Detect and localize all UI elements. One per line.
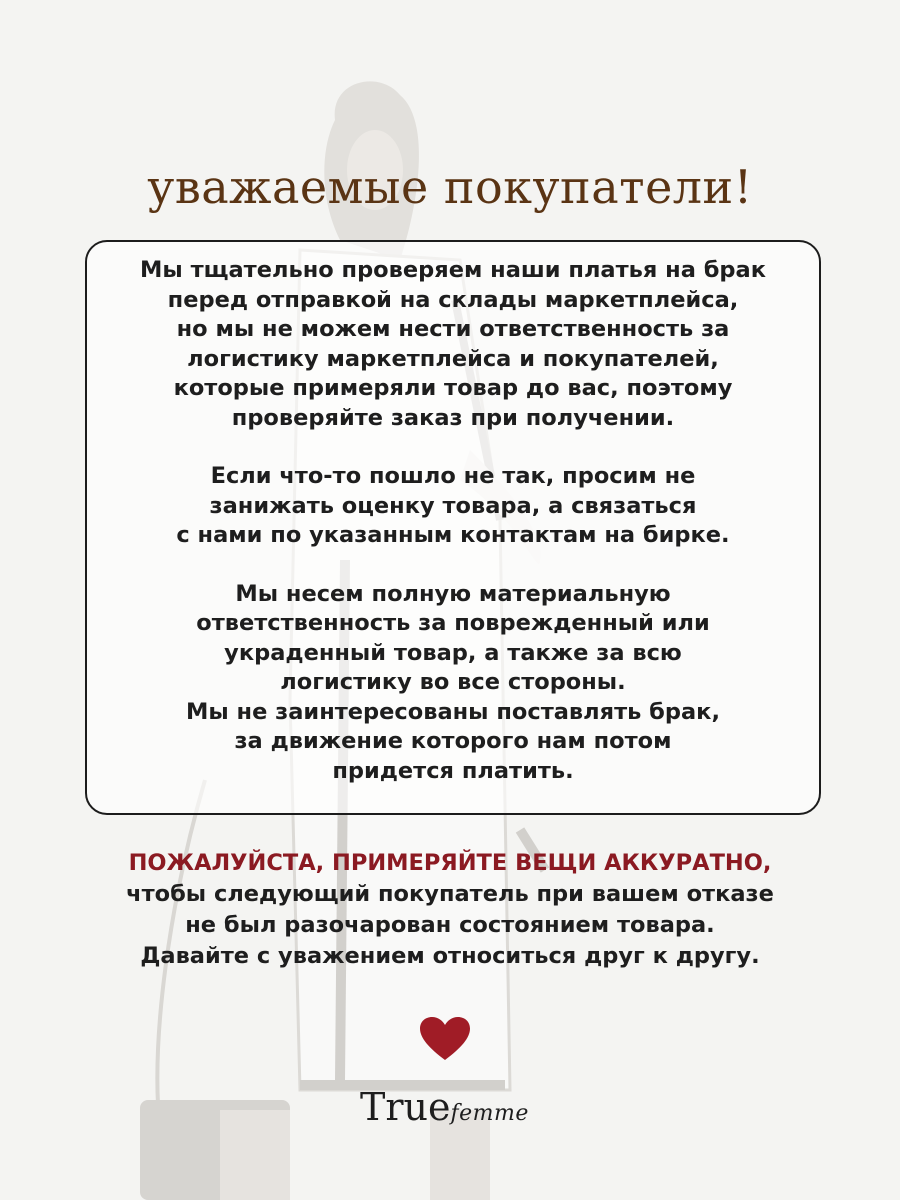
brand-name-femme: femme xyxy=(450,1101,529,1126)
heart-icon xyxy=(419,1016,471,1062)
appeal-headline: ПОЖАЛУЙСТА, ПРИМЕРЯЙТЕ ВЕЩИ АККУРАТНО, xyxy=(128,850,772,876)
notice-line: проверяйте заказ при получении. xyxy=(231,404,675,431)
notice-line: ответственность за поврежденный или xyxy=(196,610,710,636)
page-title: уважаемые покупатели! xyxy=(147,160,753,214)
notice-box xyxy=(85,240,821,815)
notice-line: занижать оценку товара, а связаться xyxy=(209,492,697,519)
notice-line: перед отправкой на склады маркетплейса, xyxy=(167,286,739,313)
notice-line: Мы несем полную материальную xyxy=(235,580,671,607)
notice-line: с нами по указанным контактам на бирке. xyxy=(176,522,730,548)
appeal-line: Давайте с уважением относиться друг к другу. xyxy=(140,943,760,969)
notice-paragraph-inspection xyxy=(107,256,799,433)
appeal-line: чтобы следующий покупатель при вашем отказе xyxy=(126,881,774,907)
notice-line: за движение которого нам потом xyxy=(234,728,672,754)
notice-paragraph-contact xyxy=(107,462,799,551)
brand-logo xyxy=(360,1085,529,1129)
notice-line: которые примеряли товар до вас, поэтому xyxy=(173,375,733,401)
notice-paragraph-responsibility xyxy=(107,580,799,787)
appeal-line: не был разочарован состоянием товара. xyxy=(185,912,715,938)
brand-name-true: True xyxy=(360,1085,451,1129)
notice-line: но мы не можем нести ответственность за xyxy=(176,316,730,342)
notice-line: Мы тщательно проверяем наши платья на брак xyxy=(140,257,766,283)
notice-line: придется платить. xyxy=(332,757,574,784)
notice-line: Если что-то пошло не так, просим не xyxy=(210,463,696,489)
notice-line: логистику маркетплейса и покупателей, xyxy=(187,345,719,372)
appeal-block xyxy=(0,848,900,972)
notice-line: логистику во все стороны. xyxy=(280,669,626,695)
notice-line: украденный товар, а также за всю xyxy=(224,639,682,666)
notice-line: Мы не заинтересованы поставлять брак, xyxy=(185,698,721,725)
